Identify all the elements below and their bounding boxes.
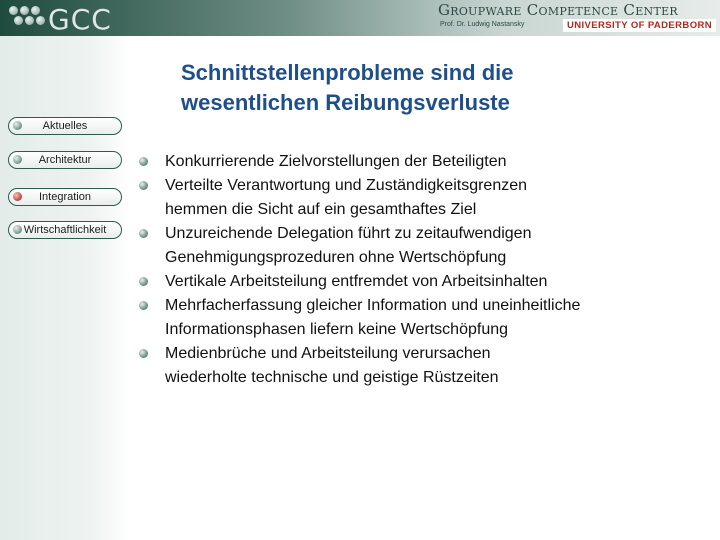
- nav-item-integration[interactable]: [8, 188, 122, 206]
- list-item: [139, 294, 714, 342]
- bullet-line: Konkurrierende Zielvorstellungen der Beteiligten: [165, 153, 507, 170]
- professor-line: Prof. Dr. Ludwig Nastansky: [440, 21, 525, 28]
- gcc-logo: [8, 3, 128, 36]
- bullet-line: Vertikale Arbeitsteilung entfremdet von Arbeitsinhalten: [165, 273, 548, 290]
- list-item: [139, 222, 714, 270]
- logo-text: GCC: [48, 3, 112, 36]
- bullet-line: Genehmigungsprozeduren ohne Wertschöpfung: [165, 249, 507, 266]
- bullet-dot-icon: [139, 301, 148, 310]
- bullet-dot-icon: [139, 181, 148, 190]
- bullet-line: Mehrfacherfassung gleicher Information und uneinheitliche: [165, 297, 581, 314]
- bullet-list: [139, 150, 714, 390]
- nav-item-aktuelles[interactable]: [8, 117, 122, 135]
- bullet-dot-icon: [139, 349, 148, 358]
- university-label: UNIVERSITY OF PADERBORN: [563, 19, 716, 32]
- nav-item-label: Wirtschaftlichkeit: [23, 224, 107, 236]
- bullet-line: Medienbrüche und Arbeitsteilung verursachen: [165, 345, 491, 362]
- nav-item-architektur[interactable]: [8, 151, 122, 169]
- list-item: [139, 174, 714, 222]
- header-bar: [0, 0, 720, 36]
- bullet-dot-icon: [139, 277, 148, 286]
- nav-item-label: Aktuelles: [42, 120, 88, 132]
- bullet-line: wiederholte technische und geistige Rüstzeiten: [165, 369, 499, 386]
- bullet-dot-icon: [139, 229, 148, 238]
- sidebar: [0, 36, 130, 540]
- list-item: [139, 342, 714, 390]
- slide-title: [181, 58, 701, 118]
- header-right: [436, 0, 716, 36]
- bullet-line: Unzureichende Delegation führt zu zeitaufwendigen: [165, 225, 532, 242]
- bullet-line: Informationsphasen liefern keine Wertschöpfung: [165, 321, 509, 338]
- bullet-line: Verteilte Verantwortung und Zuständigkeitsgrenzen: [165, 177, 528, 194]
- bullet-dot-icon: [139, 157, 148, 166]
- list-item: [139, 270, 714, 294]
- circles-logo-icon: [8, 4, 46, 32]
- list-item: [139, 150, 714, 174]
- center-title: Groupware Competence Center: [438, 1, 679, 19]
- nav-item-label: Integration: [39, 191, 91, 203]
- title-line: wesentlichen Reibungsverluste: [181, 90, 510, 115]
- bullet-line: hemmen die Sicht auf ein gesamthaftes Ziel: [165, 201, 477, 218]
- nav-item-label: Architektur: [38, 154, 92, 166]
- nav-item-wirtschaftlichkeit[interactable]: [8, 221, 122, 239]
- title-line: Schnittstellenprobleme sind die: [181, 60, 514, 85]
